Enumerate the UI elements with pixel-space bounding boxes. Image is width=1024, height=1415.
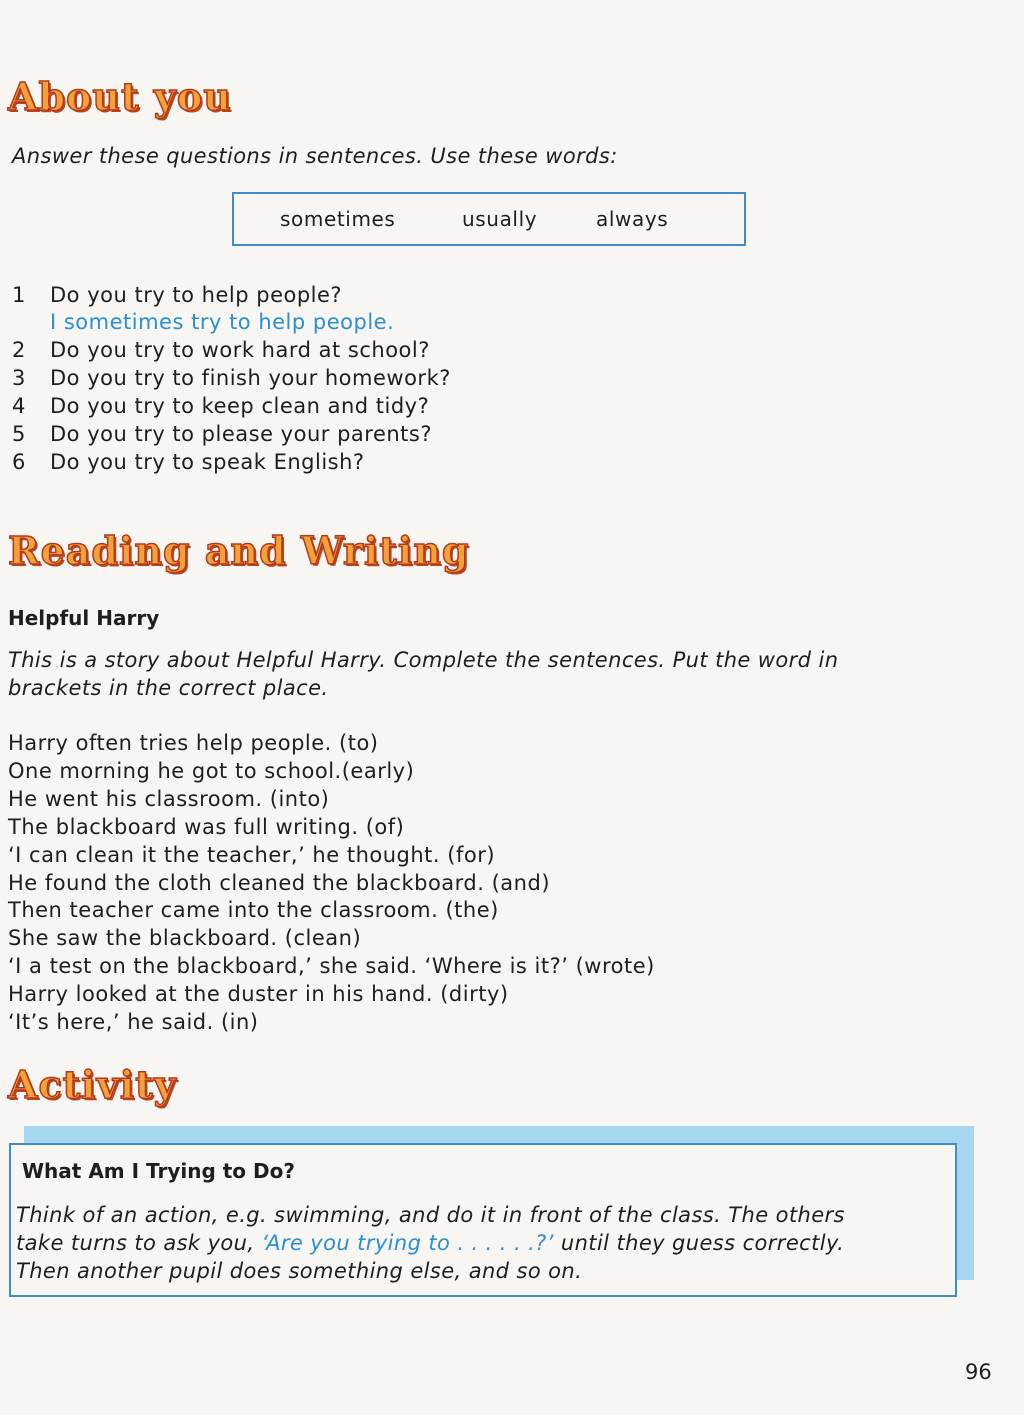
word-usually: usually <box>462 207 538 231</box>
story-title: Helpful Harry <box>8 606 160 630</box>
activity-line-2: take turns to ask you, ‘Are you trying to . . . . . .?’ until they guess correctly. <box>16 1231 845 1255</box>
story-line: Harry looked at the duster in his hand. (dirty) <box>8 982 509 1006</box>
page-number: 96 <box>965 1360 992 1384</box>
about-you-instruction: Answer these questions in sentences. Use these words: <box>12 144 618 168</box>
story-line: ‘I can clean it the teacher,’ he thought. (for) <box>8 843 496 867</box>
example-answer: I sometimes try to help people. <box>50 310 395 334</box>
story-line: She saw the blackboard. (clean) <box>8 926 362 950</box>
about-you-heading: About you <box>8 74 232 119</box>
activity-line-1: Think of an action, e.g. swimming, and do it in front of the class. The others <box>16 1203 845 1227</box>
activity-quote: ‘Are you trying to . . . . . .?’ <box>261 1231 554 1255</box>
word-always: always <box>596 207 669 231</box>
activity-heading: Activity <box>8 1062 177 1107</box>
story-line: Harry often tries help people. (to) <box>8 731 379 755</box>
story-instruction-line-1: This is a story about Helpful Harry. Complete the sentences. Put the word in <box>8 648 839 672</box>
story-line: One morning he got to school.(early) <box>8 759 415 783</box>
story-line: Then teacher came into the classroom. (the) <box>8 898 499 922</box>
activity-box <box>9 1143 957 1297</box>
word-sometimes: sometimes <box>280 207 396 231</box>
story-line: He found the cloth cleaned the blackboard. (and) <box>8 871 551 895</box>
story-line: He went his classroom. (into) <box>8 787 330 811</box>
activity-title: What Am I Trying to Do? <box>22 1159 295 1183</box>
story-instruction-line-2: brackets in the correct place. <box>8 676 329 700</box>
story-line: ‘It’s here,’ he said. (in) <box>8 1010 259 1034</box>
word-box <box>232 192 746 246</box>
story-line: ‘I a test on the blackboard,’ she said. ‘Where is it?’ (wrote) <box>8 954 655 978</box>
reading-writing-heading: Reading and Writing <box>8 528 470 573</box>
activity-line-3: Then another pupil does something else, and so on. <box>16 1259 583 1283</box>
story-line: The blackboard was full writing. (of) <box>8 815 405 839</box>
